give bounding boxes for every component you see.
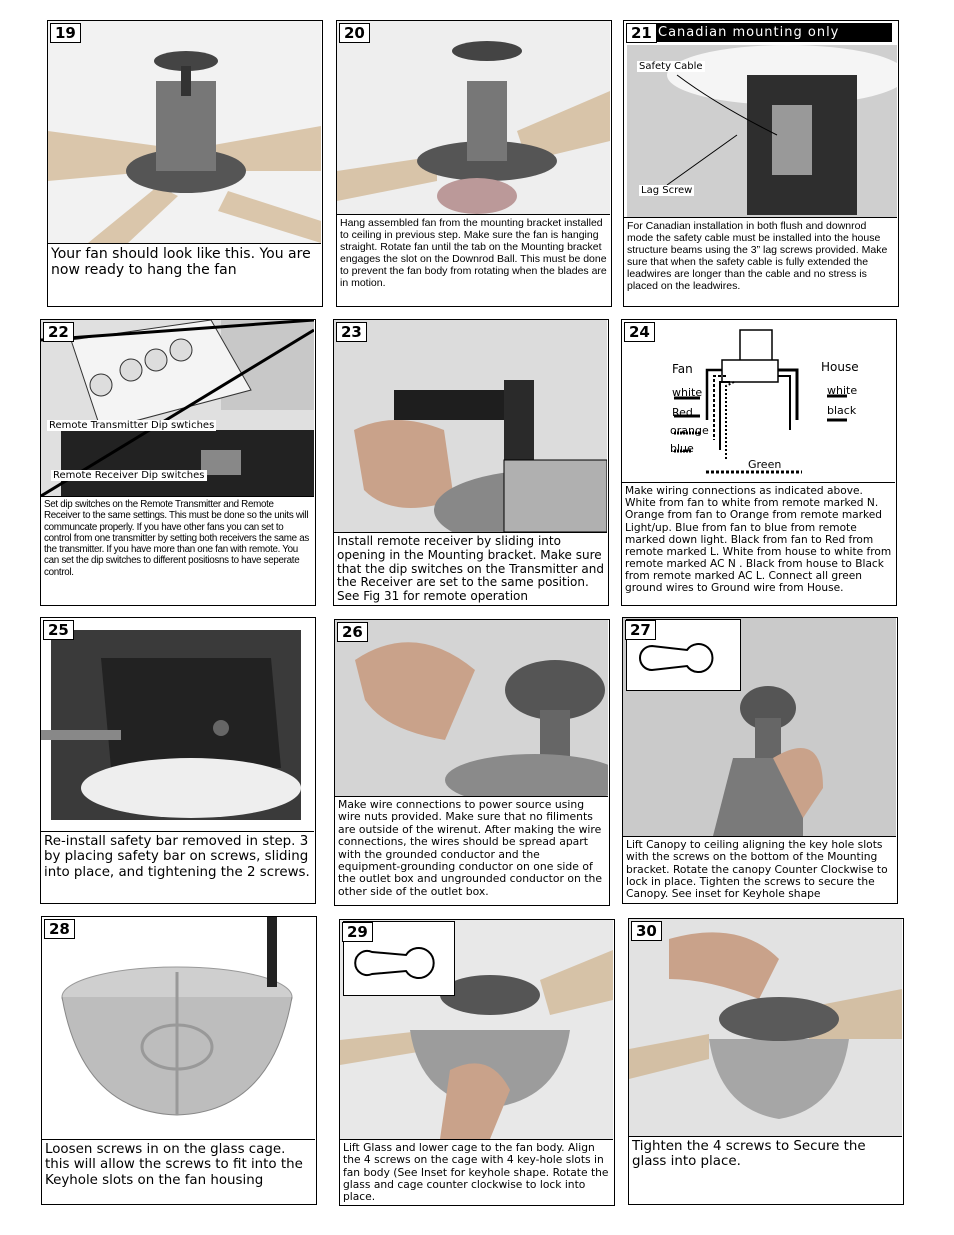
safety-cable-label: Safety Cable xyxy=(639,61,703,72)
step-number: 25 xyxy=(43,620,74,640)
step-30-panel xyxy=(628,918,904,1205)
lag-screw-label: Lag Screw xyxy=(641,185,693,196)
step-number: 23 xyxy=(336,322,367,342)
step-caption: Make wire connections to power source using wire nuts provided. Make sure that no filiments are outside of the wirenut. After making the wire connections, the wires should be spread apart with the grounded conductor and the equipment-grounding conductor on one side of the outlet box and ungrounded conductor on the other side of the outlet box. xyxy=(335,796,608,904)
wire-nut-photo xyxy=(335,620,608,796)
step-caption: Tighten the 4 screws to Secure the glass into place. xyxy=(629,1136,902,1203)
step-number: 29 xyxy=(342,922,373,942)
step-27-panel xyxy=(622,617,898,904)
step-21-panel xyxy=(623,20,899,307)
step-number: 26 xyxy=(337,622,368,642)
house-wire-label: black xyxy=(827,404,857,417)
step-caption: Re-install safety bar removed in step. 3 by placing safety bar on screws, sliding into place, and tightening the 2 screws. xyxy=(41,831,314,902)
fan-hanging-photo xyxy=(337,21,610,214)
safety-bar-photo xyxy=(41,618,314,831)
step-24-panel xyxy=(621,319,897,606)
step-caption: Lift Glass and lower cage to the fan body. Align the 4 screws on the cage with 4 key-hole slots in fan body (See Inset for keyhole shape. Rotate the glass and cage counter clockwise to lock into place. xyxy=(340,1139,613,1204)
transmitter-dip-label: Remote Transmitter Dip swtiches xyxy=(49,420,215,431)
canadian-banner: Canadian mounting only xyxy=(650,23,892,42)
step-caption: Set dip switches on the Remote Transmitter and Remote Receiver to the same settings. This must be done so the units will communcate properly. If you have other fans you can set to control from one transmitter by setting both receivers the same as the transmitter. If you have more than one fan with remote. You can set the dip switches to different positiosns to have seperate control. xyxy=(41,496,314,604)
ground-wire-label: Green xyxy=(748,458,782,471)
receiver-dip-label: Remote Receiver Dip switches xyxy=(53,470,205,481)
step-caption: Make wiring connections as indicated above. White from fan to white from remote marked N. Orange from fan to Orange from remote marked Light/up. Blue from fan to blue from remote marked down light. Black from fan to Red from remote marked L. White from house to white from remote marked AC N . Black from house to Black from remote marked AC L. Connect all green ground wires to Ground wire from House. xyxy=(622,482,895,604)
fan-wire-label: blue xyxy=(670,442,694,455)
wiring-diagram xyxy=(622,320,895,482)
fan-wire-label: white xyxy=(672,386,703,399)
step-caption: Lift Canopy to ceiling aligning the key hole slots with the screws on the bottom of the Mounting bracket. Rotate the canopy Counter Clockwise to lock in place. Tighten the screws to secure the Canopy. See inset for Keyhole shape xyxy=(623,836,896,902)
step-caption: For Canadian installation in both flush and downrod mode the safety cable must be installed into the house structure beams using the 3” lag screws provided. Make sure that when the safety cable is fully extended the leadwires are longer than the cable and no stress is placed on the leadwires. xyxy=(624,217,897,305)
step-23-panel xyxy=(333,319,609,606)
step-number: 21 xyxy=(626,23,657,43)
safety-cable-photo xyxy=(627,45,897,217)
step-number: 28 xyxy=(44,919,75,939)
step-22-panel xyxy=(40,319,316,606)
step-19-panel xyxy=(47,20,323,307)
fan-assembled-photo xyxy=(48,21,321,243)
step-caption: Hang assembled fan from the mounting bracket installed to ceiling in previous step. Make sure the fan is hanging straight. Rotate fan until the tab on the Mounting bracket engages the slot on the Downrod Ball. This must be done to prevent the fan body from rotating when the blades are in motion. xyxy=(337,214,610,305)
glass-cage-photo xyxy=(42,917,315,1139)
step-number: 27 xyxy=(625,620,656,640)
install-receiver-photo xyxy=(334,320,607,532)
step-20-panel xyxy=(336,20,612,307)
step-number: 20 xyxy=(339,23,370,43)
fan-wire-label: Red xyxy=(672,406,693,419)
step-caption: Install remote receiver by sliding into opening in the Mounting bracket. Make sure that the dip switches on the Transmitter and the Receiver are set to the same position. See Fig 31 for remote operation xyxy=(334,532,607,604)
fan-label: Fan xyxy=(672,362,693,376)
house-wire-label: white xyxy=(827,384,858,397)
tighten-screws-photo xyxy=(629,919,902,1136)
house-label: House xyxy=(821,360,859,374)
step-25-panel xyxy=(40,617,316,904)
step-number: 19 xyxy=(50,23,81,43)
step-caption: Your fan should look like this. You are now ready to hang the fan xyxy=(48,243,321,305)
fan-wire-label: orange xyxy=(670,424,709,437)
dip-switch-photo xyxy=(41,320,314,496)
step-caption: Loosen screws in on the glass cage. this will allow the screws to fit into the Keyhole slots on the fan housing xyxy=(42,1139,315,1203)
step-number: 24 xyxy=(624,322,655,342)
step-26-panel xyxy=(334,619,610,906)
step-28-panel xyxy=(41,916,317,1205)
step-number: 30 xyxy=(631,921,662,941)
step-number: 22 xyxy=(43,322,74,342)
step-29-panel xyxy=(339,919,615,1206)
